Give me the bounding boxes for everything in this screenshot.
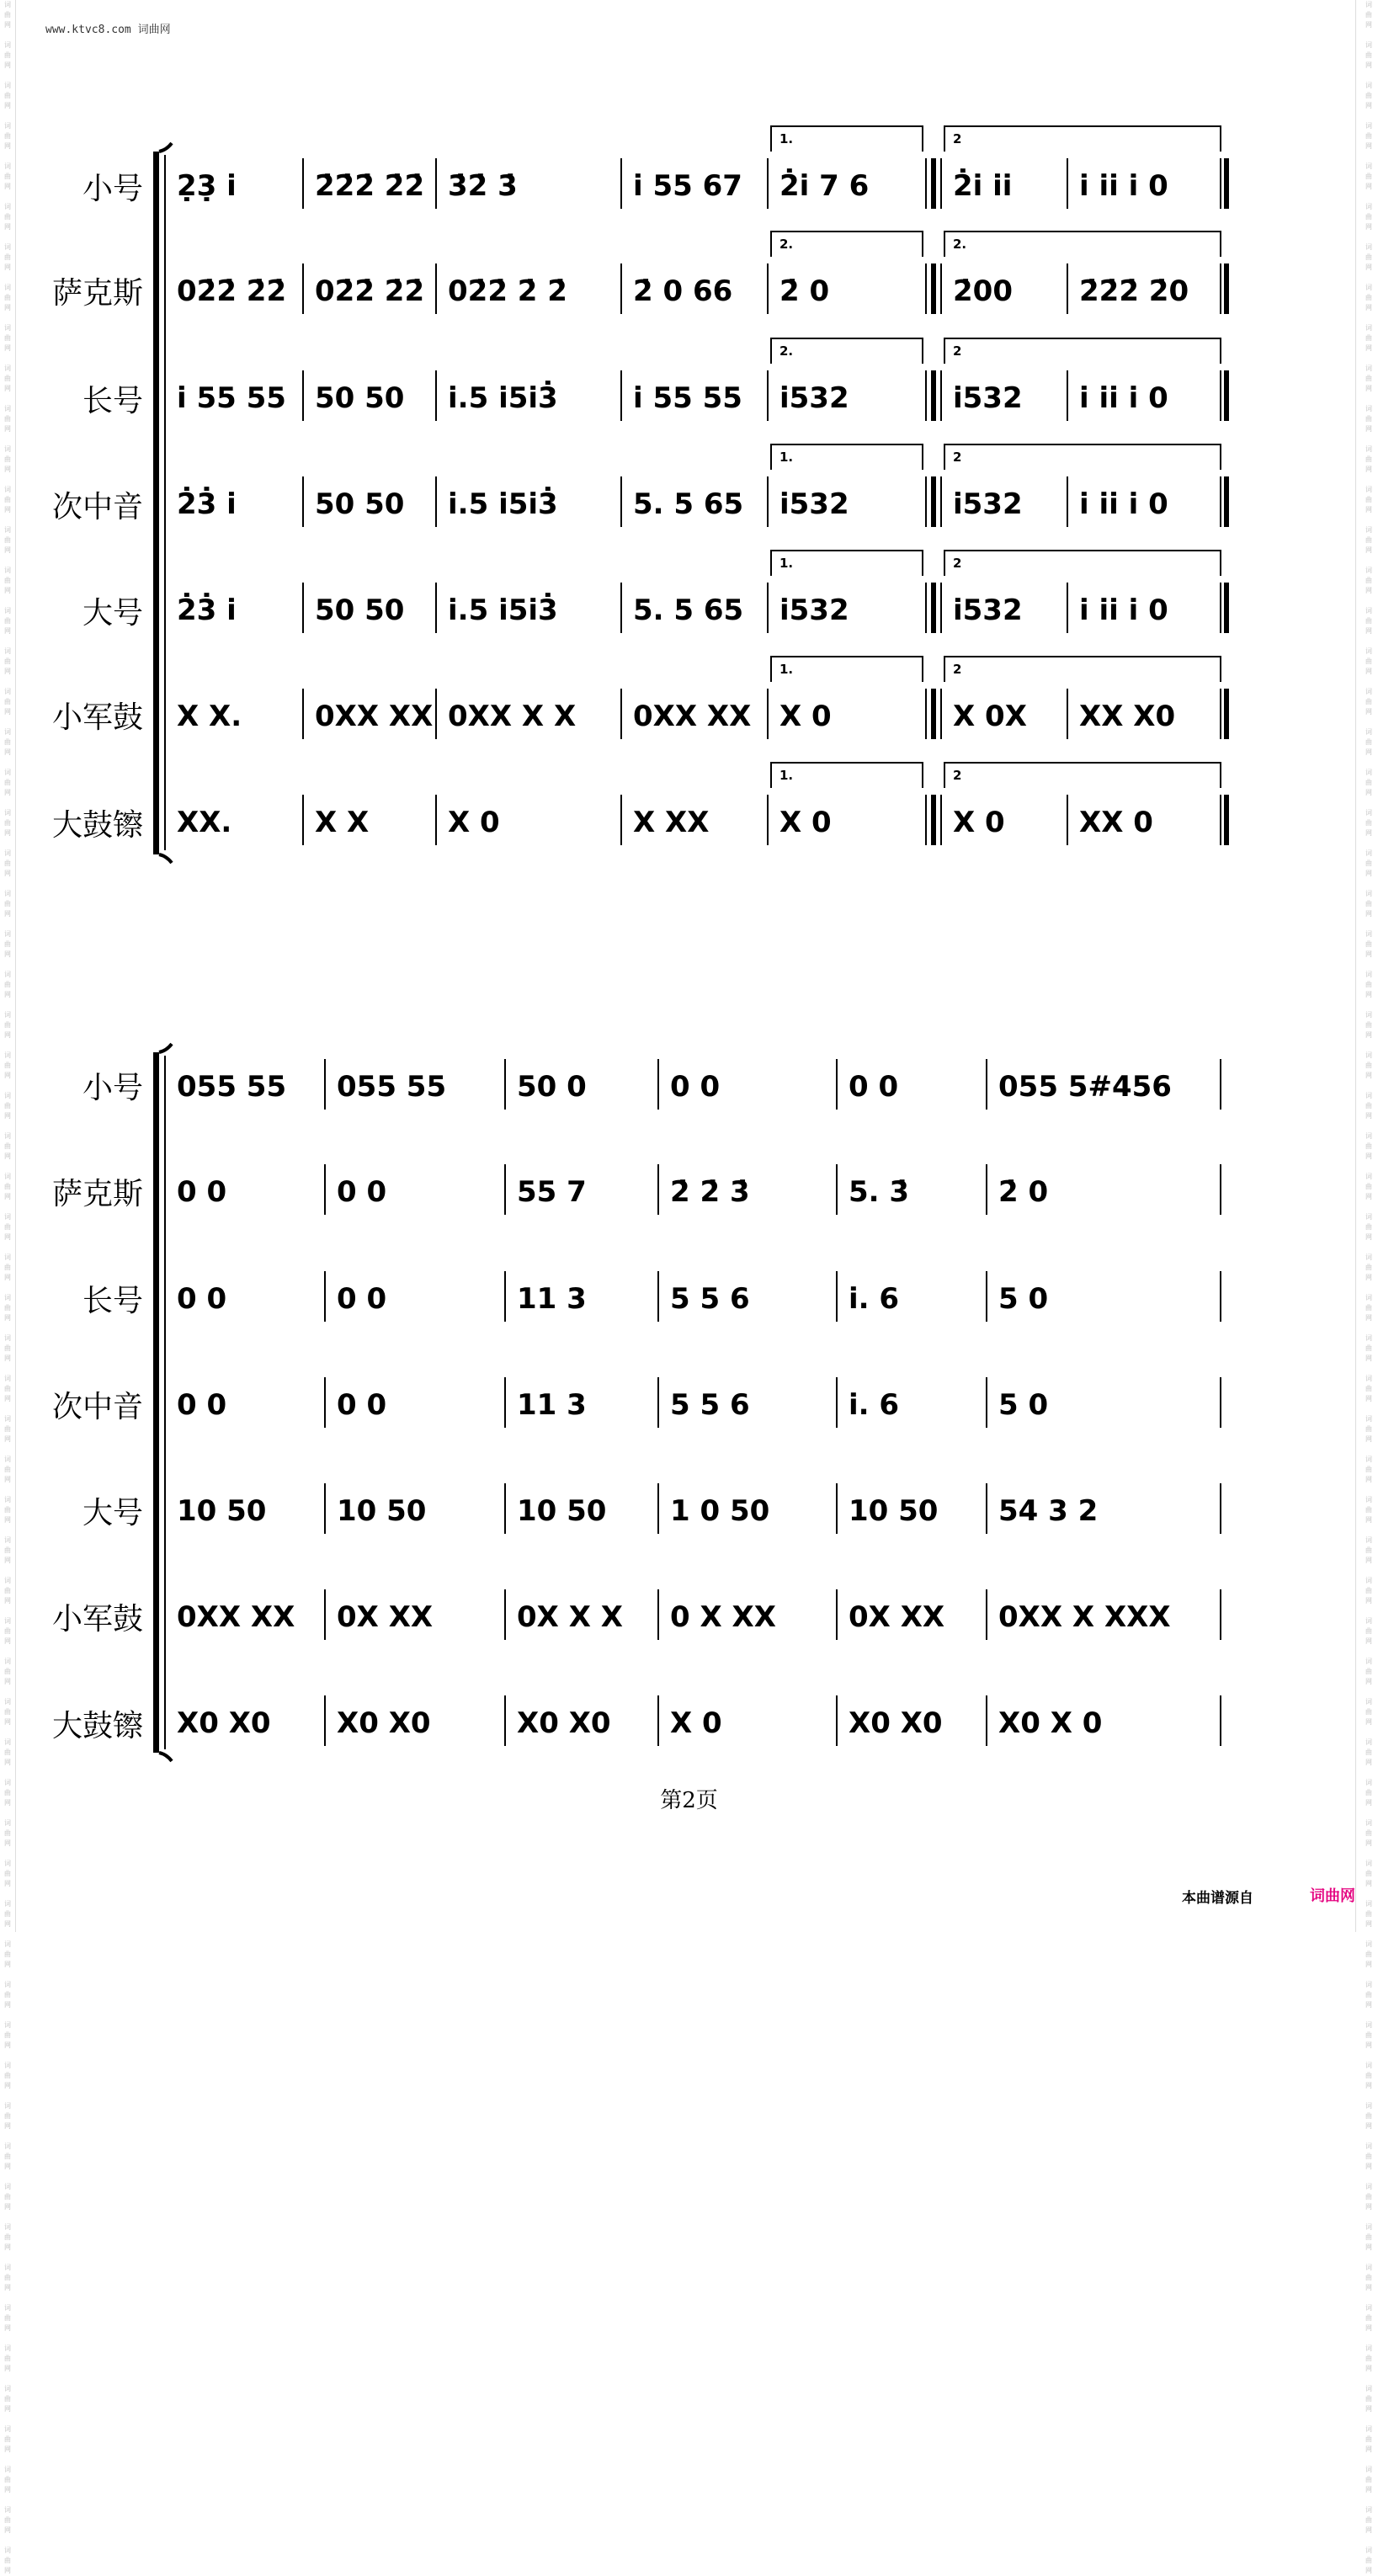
measure-2-1-5: 2̇ 0 [998,1175,1049,1209]
measure-1-4-2: i̇.5 i̇5i̇3̇ [448,593,558,627]
measure-2-1-4: 5. 3̇ [849,1175,910,1209]
ending-1-label-6: 1. [779,768,794,783]
ending-2-label-4: 2 [953,556,962,571]
staff-row-2-2 [177,1271,1221,1322]
measure-1-2-2: i̇.5 i̇5i̇3̇ [448,381,558,415]
measure-1-2-0: i̇ 55 55 [177,381,286,415]
measure-2-6-1: X0 X0 [337,1706,431,1740]
measure-1-3-4: i̇532 [779,487,849,521]
measure-1-5-4: X 0 [779,700,832,733]
part-name-trumpet: 小号 [82,172,143,206]
measure-1-1-5: 2̇00 [953,274,1013,308]
measure-1-1-6: 2̇2̇2̇ 2̇0 [1079,274,1189,308]
ending-2-label-6: 2 [953,768,962,783]
measure-2-6-5: X0 X 0 [998,1706,1103,1740]
measure-1-0-4: 2̇i̇ 7 6 [779,169,870,203]
part-name-snare-drum-2: 小军鼓 [51,1602,143,1637]
staff-row-2-3 [177,1377,1221,1428]
measure-1-3-0: 2̇3̇ i̇ [177,487,237,521]
measure-1-6-0: XX. [177,806,232,839]
measure-1-6-4: X 0 [779,806,832,839]
measure-1-6-5: X 0 [953,806,1005,839]
measure-1-3-3: 5. 5 65 [633,487,744,521]
measure-1-1-1: 02̇2̇ 2̇2̇ [315,274,425,308]
measure-2-6-2: X0 X0 [517,1706,611,1740]
part-name-tuba-2: 大号 [82,1496,143,1530]
part-name-saxophone: 萨克斯 [51,276,143,311]
footer-brand-logo: 词曲网 [1310,1887,1355,1905]
measure-1-0-1: 2̇2̇2̇ 2̇2̇ [315,169,425,203]
ending-1-label-5: 1. [779,662,794,677]
measure-1-4-1: 50 50 [315,593,405,627]
measure-2-5-3: 0 X XX [670,1600,776,1634]
header-url: www.ktvc8.com 词曲网 [45,24,171,36]
measure-1-4-4: i̇532 [779,593,849,627]
measure-1-2-1: 50 50 [315,381,405,415]
part-name-trumpet-2: 小号 [82,1071,143,1105]
ending-1-label-1: 2. [779,237,794,252]
measure-1-0-2: 3̇2̇ 3̇ [448,169,518,203]
measure-1-5-2: 0XX X X [448,700,577,733]
measure-2-2-4: i̇. 6 [849,1282,900,1316]
measure-2-3-0: 0 0 [177,1388,227,1422]
measure-1-0-6: i̇ i̇i̇ i̇ 0 [1079,169,1168,203]
ending-1-label-3: 1. [779,450,794,465]
measure-2-3-2: 11 3 [517,1388,587,1422]
measure-2-5-2: 0X X X [517,1600,623,1634]
measure-2-4-5: 54 3 2 [998,1494,1099,1528]
measure-1-2-4: i̇532 [779,381,849,415]
measure-2-0-1: 055 55 [337,1070,447,1104]
measure-2-2-1: 0 0 [337,1282,387,1316]
ending-1-label-4: 1. [779,556,794,571]
measure-1-4-6: i̇ i̇i̇ i̇ 0 [1079,593,1168,627]
staff-row-2-0 [177,1059,1221,1110]
ending-1-label-0: 1. [779,131,794,146]
staff-row-2-4 [177,1483,1221,1534]
measure-1-1-2: 02̇2̇ 2̇ 2̇ [448,274,567,308]
measure-2-5-4: 0X XX [849,1600,945,1634]
measure-2-3-5: 5 0 [998,1388,1049,1422]
measure-1-6-6: XX 0 [1079,806,1153,839]
footer-source-label: 本曲谱源自 [1182,1890,1253,1907]
staff-row-2-5 [177,1589,1221,1640]
measure-2-2-2: 11 3 [517,1282,587,1316]
part-name-bass-drum-cymbal: 大鼓镲 [51,808,143,843]
measure-2-3-1: 0 0 [337,1388,387,1422]
measure-2-2-3: 5 5 6 [670,1282,750,1316]
measure-2-3-3: 5 5 6 [670,1388,750,1422]
measure-1-3-5: i̇532 [953,487,1023,521]
measure-2-5-1: 0X XX [337,1600,434,1634]
part-name-tuba: 大号 [82,596,143,631]
measure-2-4-1: 10 50 [337,1494,427,1528]
measure-2-1-2: 55 7 [517,1175,587,1209]
measure-1-3-2: i̇.5 i̇5i̇3̇ [448,487,558,521]
ending-2-label-1: 2. [953,237,967,252]
measure-1-5-5: X 0X [953,700,1027,733]
measure-2-0-5: 055 5#456 [998,1070,1172,1104]
measure-1-6-3: X XX [633,806,710,839]
measure-2-4-4: 10 50 [849,1494,939,1528]
measure-1-0-5: 2̇i̇ i̇i̇ [953,169,1013,203]
measure-2-5-0: 0XX XX [177,1600,295,1634]
measure-1-4-5: i̇532 [953,593,1023,627]
measure-1-4-3: 5. 5 65 [633,593,744,627]
measure-1-6-2: X 0 [448,806,500,839]
measure-2-4-3: 1 0 50 [670,1494,770,1528]
measure-1-2-6: i̇ i̇i̇ i̇ 0 [1079,381,1168,415]
measure-1-1-4: 2̇ 0 [779,274,830,308]
ending-2-label-5: 2 [953,662,962,677]
measure-2-5-5: 0XX X XXX [998,1600,1171,1634]
page-number: 第2页 [660,1788,718,1813]
measure-1-2-3: i̇ 55 55 [633,381,742,415]
measure-1-3-1: 50 50 [315,487,405,521]
measure-1-5-0: X X. [177,700,242,733]
measure-1-1-3: 2̇ 0 66 [633,274,733,308]
measure-1-2-5: i̇532 [953,381,1023,415]
ending-2-label-2: 2 [953,343,962,359]
ending-2-label-3: 2 [953,450,962,465]
measure-2-1-1: 0 0 [337,1175,387,1209]
part-name-bass-drum-cymbal-2: 大鼓镲 [51,1709,143,1743]
measure-1-5-6: XX X0 [1079,700,1176,733]
part-name-saxophone-2: 萨克斯 [51,1177,143,1211]
measure-1-5-1: 0XX XX [315,700,434,733]
part-name-trombone-2: 长号 [82,1284,143,1318]
measure-2-3-4: i̇. 6 [849,1388,900,1422]
measure-2-4-2: 10 50 [517,1494,607,1528]
measure-1-0-0: 2̣3̣ i̇ [177,169,237,203]
measure-2-0-4: 0 0 [849,1070,899,1104]
measure-2-0-0: 055 55 [177,1070,287,1104]
measure-1-4-0: 2̇3̇ i̇ [177,593,237,627]
measure-2-1-0: 0 0 [177,1175,227,1209]
staff-row-2-6 [177,1695,1221,1746]
measure-1-6-1: X X [315,806,370,839]
part-name-baritone: 次中音 [51,490,143,524]
measure-1-3-6: i̇ i̇i̇ i̇ 0 [1079,487,1168,521]
left-watermark-strip: 词 曲 网 词 曲 网 词 曲 网 词 曲 网 词 曲 网 词 曲 网 词 曲 网 词 曲 网 词 曲 网 词 曲 网 词 曲 网 词 曲 网 词 曲 网 词 曲 网 词 曲 网 词 曲 网 词 曲 网 词 曲 网 词 曲 网 词 曲 网 词 曲 网 词 曲 网 词 曲 网 词 曲 网 词 曲 网 词 曲 网 词 曲 网 词 曲 网 词 曲 网 词 曲 网 词 曲 网 词 曲 网 词 曲 网 词 曲 网 词 曲 网 词 曲 网 词 曲 网 词 曲 网 词 曲 网 词 曲 网 词 曲 网 词 曲 网 词 曲 网 词 曲 网 词 曲 网 词 曲 网 词 曲 网 词 曲 网 词 曲 网 词 曲 网 词 曲 网 词 曲 网 词 曲 网 词 曲 网 词 曲 网 词 曲 网 词 曲 网 词 曲 网 词 曲 网 词 曲 网 词 曲 网 词 曲 网 词 曲 网 词 曲 网 [4,1,11,2574]
ending-2-label-0: 2 [953,131,962,146]
staff-row-2-1 [177,1164,1221,1215]
part-name-trombone: 长号 [82,384,143,418]
part-name-snare-drum: 小军鼓 [51,700,143,735]
measure-1-5-3: 0XX XX [633,700,752,733]
measure-2-6-0: X0 X0 [177,1706,271,1740]
part-name-baritone-2: 次中音 [51,1390,143,1424]
measure-2-2-0: 0 0 [177,1282,227,1316]
measure-2-6-3: X 0 [670,1706,722,1740]
measure-2-2-5: 5 0 [998,1282,1049,1316]
measure-1-1-0: 02̇2̇ 2̇2̇ [177,274,287,308]
measure-2-0-2: 50 0 [517,1070,587,1104]
right-watermark-strip: 词 曲 网 词 曲 网 词 曲 网 词 曲 网 词 曲 网 词 曲 网 词 曲 网 词 曲 网 词 曲 网 词 曲 网 词 曲 网 词 曲 网 词 曲 网 词 曲 网 词 曲 网 词 曲 网 词 曲 网 词 曲 网 词 曲 网 词 曲 网 词 曲 网 词 曲 网 词 曲 网 词 曲 网 词 曲 网 词 曲 网 词 曲 网 词 曲 网 词 曲 网 词 曲 网 词 曲 网 词 曲 网 词 曲 网 词 曲 网 词 曲 网 词 曲 网 词 曲 网 词 曲 网 词 曲 网 词 曲 网 词 曲 网 词 曲 网 词 曲 网 词 曲 网 词 曲 网 词 曲 网 词 曲 网 词 曲 网 词 曲 网 词 曲 网 词 曲 网 词 曲 网 词 曲 网 词 曲 网 词 曲 网 词 曲 网 词 曲 网 词 曲 网 词 曲 网 词 曲 网 词 曲 网 词 曲 网 词 曲 网 词 曲 网 [1365,1,1372,2574]
measure-2-1-3: 2̇ 2̇ 3̇ [670,1175,750,1209]
measure-2-6-4: X0 X0 [849,1706,943,1740]
measure-2-0-3: 0 0 [670,1070,721,1104]
measure-1-0-3: i̇ 55 67 [633,169,742,203]
measure-2-4-0: 10 50 [177,1494,267,1528]
ending-1-label-2: 2. [779,343,794,359]
